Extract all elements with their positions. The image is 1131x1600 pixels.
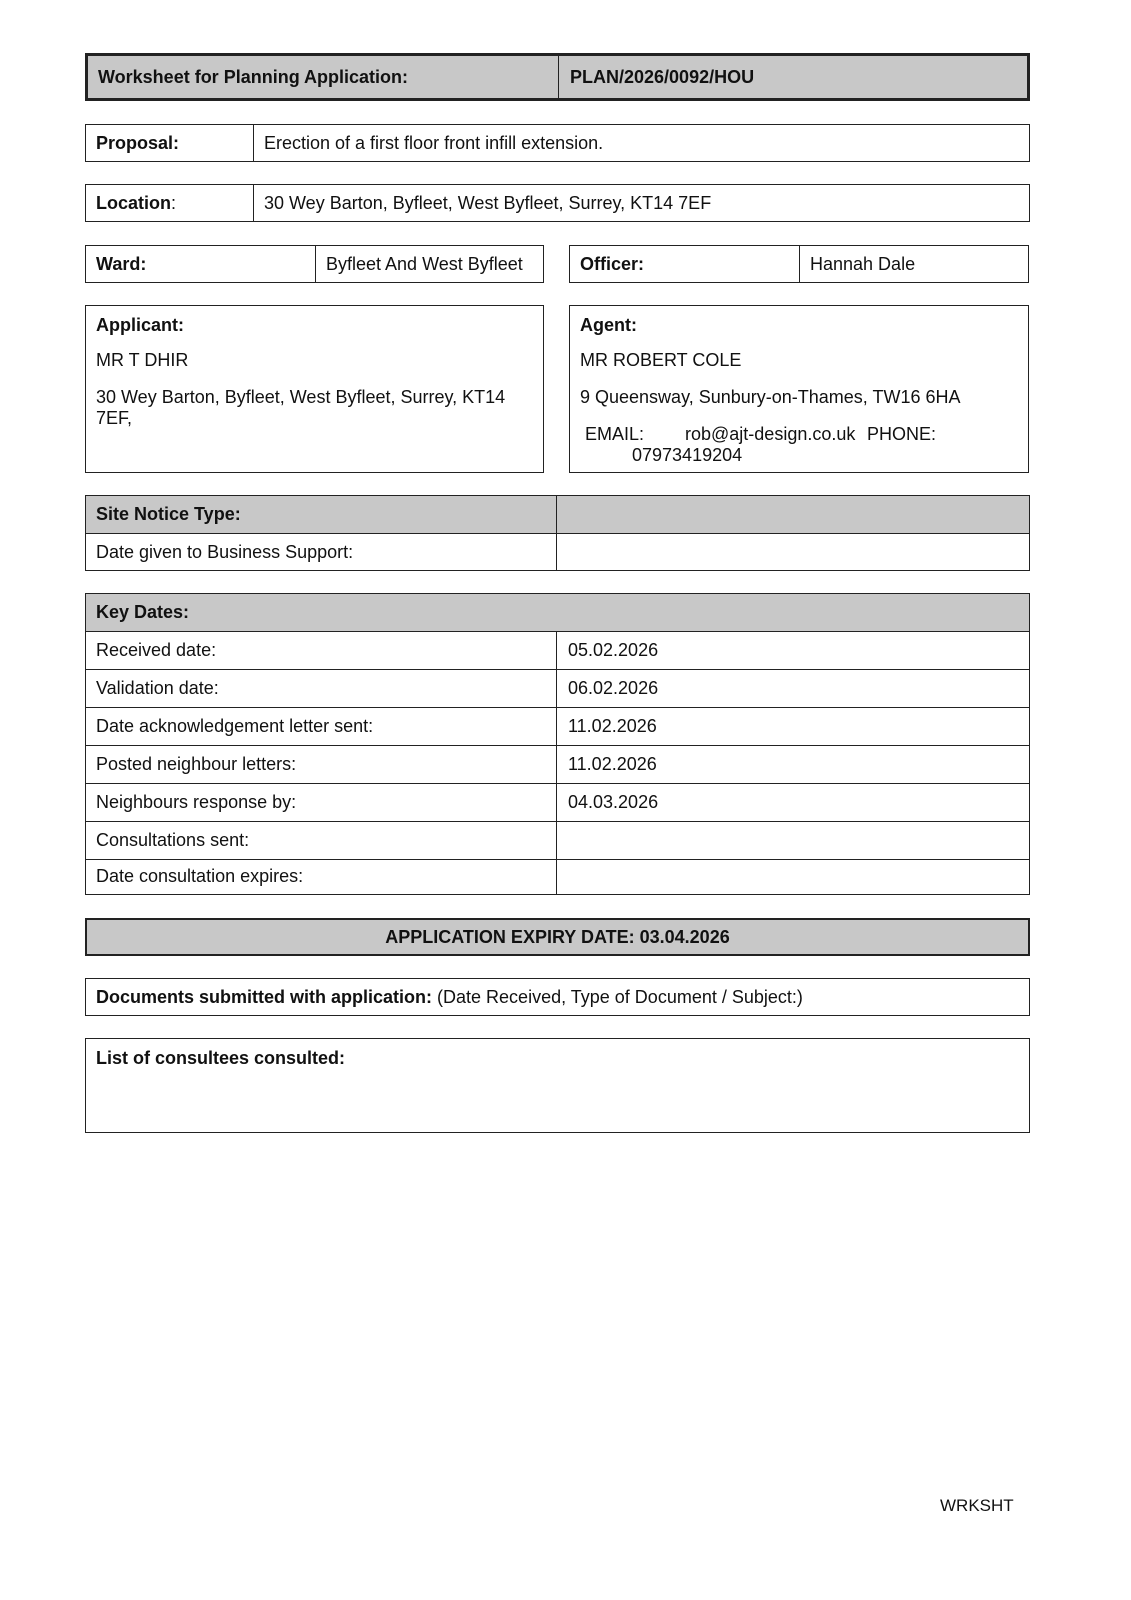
footer-code: WRKSHT — [940, 1496, 1014, 1515]
agent-label: Agent: — [580, 315, 637, 335]
applicant-address-line2: 7EF, — [96, 408, 133, 428]
key-dates-table — [85, 593, 1030, 895]
site-notice-type-label: Site Notice Type: — [96, 504, 241, 524]
ward-value: Byfleet And West Byfleet — [326, 253, 523, 274]
key-date-value: 05.02.2026 — [568, 640, 659, 660]
documents-row — [85, 978, 1030, 1016]
table-row — [86, 670, 1029, 707]
applicant-address-line1: 30 Wey Barton, Byfleet, West Byfleet, Surrey, KT14 — [96, 387, 506, 407]
business-support-date-label: Date given to Business Support: — [96, 541, 354, 562]
table-row — [86, 746, 1029, 783]
documents-label: Documents submitted with application: — [96, 986, 433, 1007]
key-dates-title: Key Dates: — [96, 602, 190, 622]
officer-value: Hannah Dale — [810, 253, 916, 274]
agent-box — [569, 305, 1029, 473]
proposal-label: Proposal: — [96, 132, 180, 153]
officer-label: Officer: — [580, 253, 645, 274]
agent-address: 9 Queensway, Sunbury-on-Thames, TW16 6HA — [580, 387, 961, 407]
key-date-label: Posted neighbour letters: — [96, 754, 297, 774]
key-date-label: Received date: — [96, 640, 217, 660]
key-date-label: Neighbours response by: — [96, 792, 297, 812]
worksheet-header — [85, 53, 1030, 101]
site-notice-table — [85, 495, 1030, 571]
proposal-row — [85, 124, 1030, 162]
key-date-label: Consultations sent: — [96, 830, 250, 850]
applicant-name: MR T DHIR — [96, 350, 189, 370]
consultees-label: List of consultees consulted: — [96, 1048, 346, 1068]
key-date-value: 04.03.2026 — [568, 792, 659, 812]
location-row: Location : 30 Wey Barton, Byfleet, West Byfleet, Surrey, KT14 7EF — [85, 184, 1030, 222]
key-date-label: Validation date: — [96, 678, 219, 698]
application-expiry-date: APPLICATION EXPIRY DATE: 03.04.2026 — [385, 926, 730, 947]
proposal-value: Erection of a first floor front infill extension. — [264, 132, 604, 153]
table-row — [86, 860, 1029, 893]
ward-label: Ward: — [96, 253, 147, 274]
key-date-label: Date consultation expires: — [96, 866, 304, 886]
table-row — [86, 708, 1029, 745]
consultees-box — [85, 1038, 1030, 1133]
key-date-value: 06.02.2026 — [568, 678, 659, 698]
officer-row — [569, 245, 1029, 283]
ward-row — [85, 245, 544, 283]
applicant-box — [85, 305, 544, 473]
table-row — [86, 822, 1029, 859]
applicant-label: Applicant: — [96, 315, 184, 335]
agent-name: MR ROBERT COLE — [580, 350, 742, 370]
location-value: 30 Wey Barton, Byfleet, West Byfleet, Surrey, KT14 7EF — [264, 192, 712, 213]
agent-email: rob@ajt-design.co.uk — [685, 424, 856, 444]
agent-email-label: EMAIL: — [585, 424, 645, 444]
header-label: Worksheet for Planning Application: — [98, 66, 409, 87]
documents-note: (Date Received, Type of Document / Subject:) — [437, 986, 803, 1007]
location-label: Location — [96, 192, 171, 213]
key-date-label: Date acknowledgement letter sent: — [96, 716, 374, 736]
application-expiry-banner — [85, 918, 1030, 956]
key-date-value: 11.02.2026 — [568, 716, 657, 736]
agent-phone-label: PHONE: — [867, 424, 937, 444]
table-row — [86, 784, 1029, 821]
table-row — [86, 632, 1029, 669]
key-date-value: 11.02.2026 — [568, 754, 657, 774]
application-reference: PLAN/2026/0092/HOU — [570, 66, 755, 87]
agent-phone: 07973419204 — [632, 445, 743, 465]
